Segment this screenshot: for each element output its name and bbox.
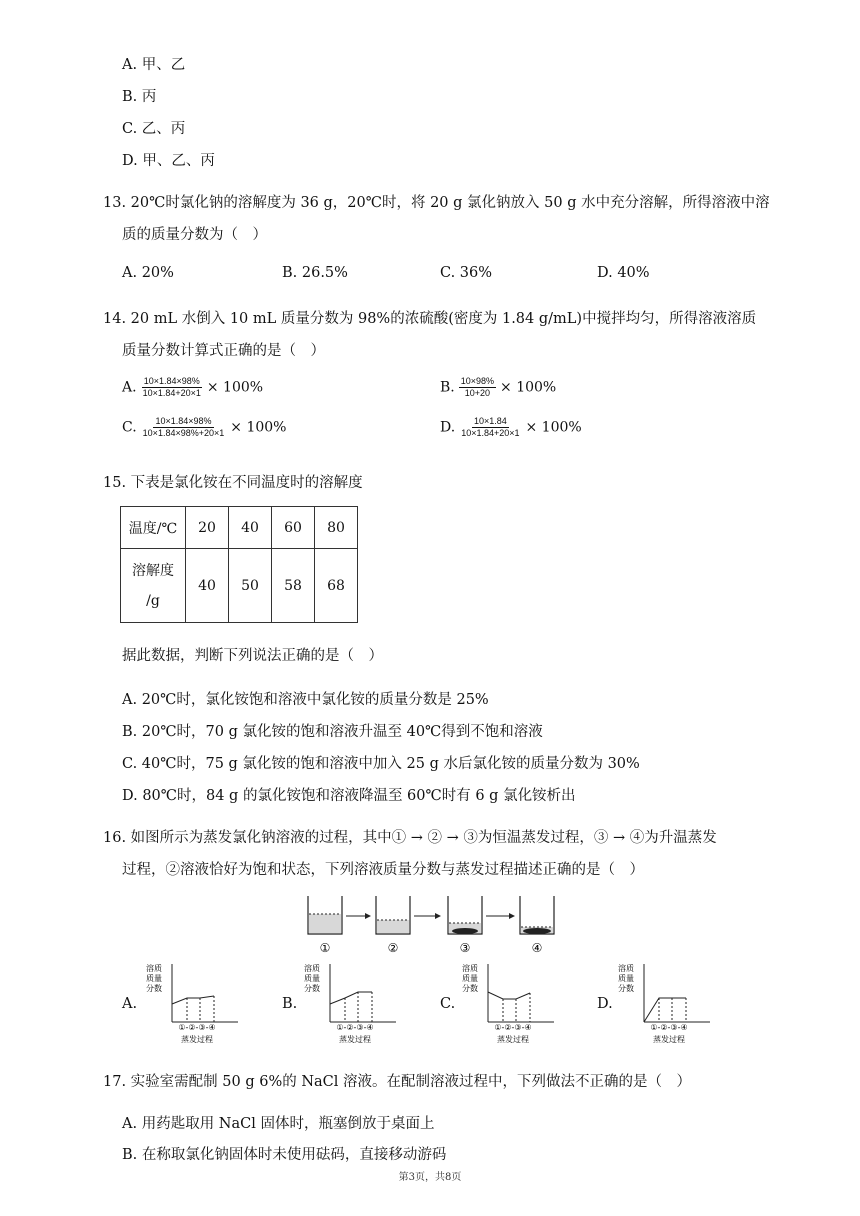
table-row — [121, 549, 358, 623]
solubility-table — [120, 506, 358, 623]
q15-option-a: A. 20℃时，氯化铵饱和溶液中氯化铵的质量分数是 25% — [122, 692, 489, 708]
q15-option-d: D. 80℃时，84 g 的氯化铵饱和溶液降温至 60℃时有 6 g 氯化铵析出 — [122, 788, 576, 804]
graph-curve — [644, 998, 686, 1022]
graph-ylabel-line: 质量 — [462, 974, 478, 983]
q14-option-b — [440, 376, 556, 399]
q16-option-b-label: B. — [282, 996, 298, 1012]
q16-stem-line1: 16. 如图所示为蒸发氯化钠溶液的过程，其中① → ② → ③为恒温蒸发过程，③ → ④为升温蒸发 — [103, 830, 717, 846]
option-label: A. — [122, 379, 137, 396]
graph-xlabel: 蒸发过程 — [339, 1035, 371, 1044]
table-cell: 20 — [186, 507, 229, 549]
fraction-numerator: 10×98% — [460, 376, 495, 386]
graph-xticks: ①-②-③-④ — [494, 1023, 532, 1032]
q13-option-d: D. 40% — [597, 265, 650, 281]
beaker-2 — [376, 896, 410, 934]
option-label: C. — [122, 419, 137, 436]
table-cell: 58 — [272, 549, 315, 623]
table-cell: 80 — [315, 507, 358, 549]
option-b: B. 丙 — [122, 89, 157, 105]
graph-curve — [488, 992, 530, 999]
graph-ylabel-line: 分数 — [462, 984, 478, 993]
q14-option-d — [440, 416, 582, 439]
graph-xticks: ①-②-③-④ — [650, 1023, 688, 1032]
q14-stem-line1: 14. 20 mL 水倒入 10 mL 质量分数为 98%的浓硫酸(密度为 1.84 g/mL)中搅拌均匀，所得溶液溶质 — [103, 311, 757, 327]
graph-ylabel-line: 溶质 — [304, 964, 320, 973]
graph-xticks: ①-②-③-④ — [178, 1023, 216, 1032]
q17-stem: 17. 实验室需配制 50 g 6%的 NaCl 溶液。在配制溶液过程中，下列做法不正确的是（ ） — [103, 1074, 692, 1090]
graph-ylabel-line: 质量 — [146, 974, 162, 983]
graph-ylabel-line: 质量 — [304, 974, 320, 983]
q16-stem-line2: 过程，②溶液恰好为饱和状态，下列溶液质量分数与蒸发过程描述正确的是（ ） — [122, 862, 644, 878]
beaker-label: ① — [319, 941, 331, 955]
q13-stem-line2: 质的质量分数为（ ） — [122, 227, 267, 243]
times-100-percent: × 100% — [525, 419, 582, 436]
q17-option-a: A. 用药匙取用 NaCl 固体时，瓶塞倒放于桌面上 — [122, 1116, 435, 1132]
graph-xticks: ①-②-③-④ — [336, 1023, 374, 1032]
beaker-4 — [520, 896, 554, 934]
fraction — [459, 376, 496, 399]
fraction-denominator: 10×1.84×98%+20×1 — [142, 428, 225, 438]
graph-ylabel-line: 溶质 — [146, 964, 162, 973]
q16-option-d-label: D. — [597, 996, 613, 1012]
graph-d — [614, 962, 714, 1046]
header-line: /g — [146, 592, 160, 609]
table-header-temp: 温度/℃ — [121, 507, 186, 549]
q17-option-b: B. 在称取氯化钠固体时未使用砝码，直接移动游码 — [122, 1147, 447, 1163]
fraction-denominator: 10+20 — [464, 388, 491, 398]
evaporation-beakers-diagram — [300, 890, 560, 956]
graph-xlabel: 蒸发过程 — [497, 1035, 529, 1044]
times-100-percent: × 100% — [230, 419, 287, 436]
table-header-solubility — [121, 549, 186, 623]
graph-curve — [172, 996, 214, 1004]
q14-option-a — [122, 376, 263, 399]
beaker-label: ③ — [459, 941, 471, 955]
fraction — [141, 376, 203, 399]
graph-curve — [330, 992, 372, 1004]
beaker-3 — [448, 896, 482, 934]
q13-option-a: A. 20% — [122, 265, 174, 281]
option-label: D. — [440, 419, 456, 436]
graph-ylabel-line: 溶质 — [618, 964, 634, 973]
option-label: B. — [440, 379, 455, 396]
option-c: C. 乙、丙 — [122, 121, 186, 137]
q13-stem-line1: 13. 20℃时氯化钠的溶解度为 36 g，20℃时，将 20 g 氯化钠放入 50 g 水中充分溶解，所得溶液中溶 — [103, 195, 770, 211]
q13-option-c: C. 36% — [440, 265, 493, 281]
graph-xlabel: 蒸发过程 — [181, 1035, 213, 1044]
graph-ylabel-line: 分数 — [146, 984, 162, 993]
beaker-label: ② — [387, 941, 399, 955]
fraction-numerator: 10×1.84×98% — [143, 376, 200, 386]
q13-option-b: B. 26.5% — [282, 265, 348, 281]
q15-prompt: 据此数据，判断下列说法正确的是（ ） — [122, 648, 383, 664]
table-cell: 40 — [186, 549, 229, 623]
times-100-percent: × 100% — [206, 379, 264, 396]
q15-option-b: B. 20℃时，70 g 氯化铵的饱和溶液升温至 40℃得到不饱和溶液 — [122, 724, 543, 740]
fraction — [141, 416, 227, 439]
graph-c — [458, 962, 558, 1046]
table-cell: 50 — [229, 549, 272, 623]
times-100-percent: × 100% — [500, 379, 557, 396]
table-cell: 40 — [229, 507, 272, 549]
q16-option-a-label: A. — [122, 996, 138, 1012]
graph-b — [300, 962, 400, 1046]
page-footer: 第3页，共8页 — [398, 1172, 462, 1183]
fraction-denominator: 10×1.84+20×1 — [461, 428, 520, 438]
table-row — [121, 507, 358, 549]
fraction — [459, 416, 521, 439]
table-cell: 68 — [315, 549, 358, 623]
graph-ylabel-line: 分数 — [618, 984, 634, 993]
q16-option-c-label: C. — [440, 996, 456, 1012]
beaker-label: ④ — [531, 941, 543, 955]
table-cell: 60 — [272, 507, 315, 549]
q15-option-c: C. 40℃时，75 g 氯化铵的饱和溶液中加入 25 g 水后氯化铵的质量分数为 30% — [122, 756, 640, 772]
option-a: A. 甲、乙 — [122, 57, 186, 73]
fraction-numerator: 10×1.84 — [473, 416, 507, 426]
option-d: D. 甲、乙、丙 — [122, 153, 215, 169]
fraction-numerator: 10×1.84×98% — [155, 416, 212, 426]
q15-stem: 15. 下表是氯化铵在不同温度时的溶解度 — [103, 475, 363, 491]
graph-ylabel-line: 分数 — [304, 984, 320, 993]
header-line: 溶解度 — [132, 562, 174, 579]
graph-xlabel: 蒸发过程 — [653, 1035, 685, 1044]
q14-option-c — [122, 416, 286, 439]
fraction-denominator: 10×1.84+20×1 — [142, 388, 201, 398]
graph-a — [142, 962, 242, 1046]
beaker-1 — [308, 896, 342, 934]
graph-ylabel-line: 质量 — [618, 974, 634, 983]
graph-ylabel-line: 溶质 — [462, 964, 478, 973]
q14-stem-line2: 质量分数计算式正确的是（ ） — [122, 343, 325, 359]
